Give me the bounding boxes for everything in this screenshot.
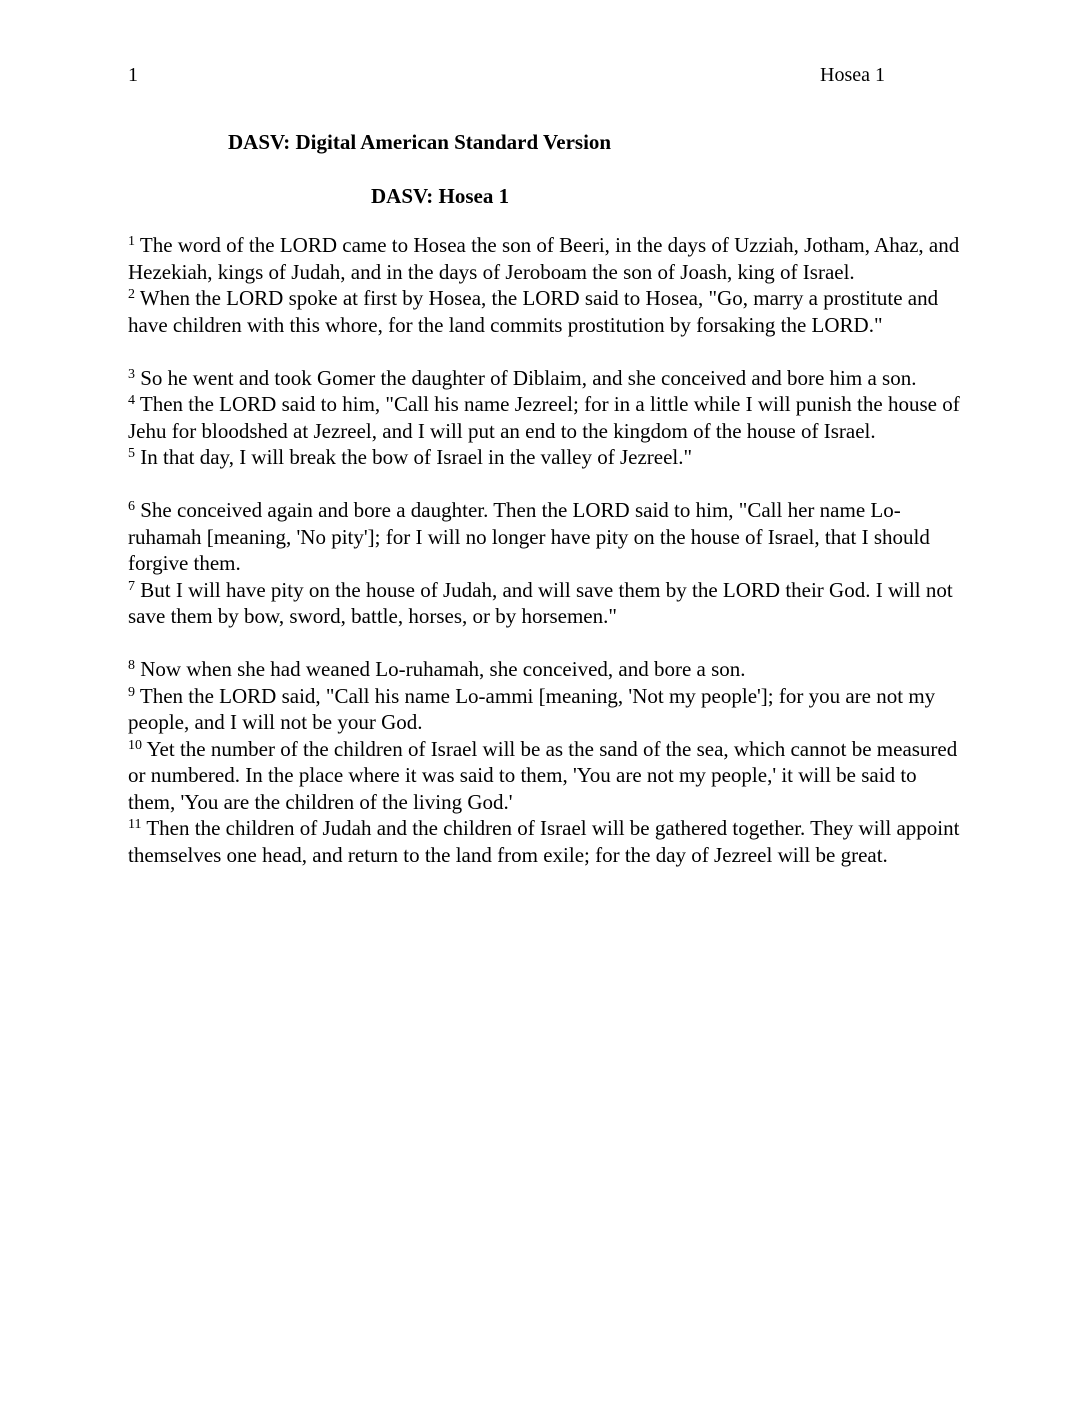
verse-text: The word of the LORD came to Hosea the son of Beeri, in the days of Uzziah, Jotham, Ahaz, and Hezekiah, kings of Judah, and in the days of Jeroboam the son of Joash, king of Israel. (128, 233, 960, 284)
verse-text: Yet the number of the children of Israel will be as the sand of the sea, which cannot be measured or numbered. In the place where it was said to them, 'You are not my people,' it will be said to them, 'You are the children of the living God.' (128, 736, 958, 814)
verse-number: 10 (128, 737, 142, 753)
verse-text: But I will have pity on the house of Judah, and will save them by the LORD their God. I will not save them by bow, sword, battle, horses, or by horsemen." (128, 577, 953, 628)
verse-number: 1 (128, 234, 135, 249)
verse-text: Now when she had weaned Lo-ruhamah, she conceived, and bore a son. (135, 657, 746, 681)
running-header: Hosea 1 (820, 64, 885, 86)
verse-number: 6 (128, 499, 135, 514)
chapter-title: DASV: Hosea 1 (371, 184, 510, 208)
verse-text: Then the LORD said to him, "Call his name Jezreel; for in a little while I will punish the house of Jehu for bloodshed at Jezreel, and I will put an end to the kingdom of the house of Israel. (128, 392, 960, 443)
chapter-body (128, 232, 968, 868)
verse-7 (128, 577, 968, 630)
verse-number: 3 (128, 366, 135, 382)
verse-text: When the LORD spoke at first by Hosea, the LORD said to Hosea, "Go, marry a prostitute and have children with this whore, for the land commits prostitution by forsaking the LORD." (128, 286, 939, 337)
verse-4 (128, 391, 968, 444)
verse-text: In that day, I will break the bow of Israel in the valley of Jezreel." (135, 445, 693, 469)
verse-text: Then the children of Judah and the children of Israel will be gathered together. They will appoint themselves one head, and return to the land from exile; for the day of Jezreel will be great. (128, 816, 960, 867)
verse-6 (128, 497, 968, 577)
verse-number: 2 (128, 287, 135, 302)
verse-number: 5 (128, 446, 135, 461)
verse-9 (128, 683, 968, 736)
verse-8 (128, 656, 968, 683)
verse-10 (128, 736, 968, 816)
verse-number: 4 (128, 393, 135, 408)
document-title: DASV: Digital American Standard Version (228, 130, 612, 154)
paragraph-gap (128, 630, 968, 657)
page-number: 1 (128, 64, 138, 86)
paragraph-gap (128, 471, 968, 498)
verse-text: So he went and took Gomer the daughter of Diblaim, and she conceived and bore him a son. (135, 365, 917, 390)
verse-1 (128, 232, 968, 285)
verse-number: 7 (128, 578, 135, 594)
verse-number: 8 (128, 658, 135, 673)
verse-number: 11 (128, 817, 142, 832)
verse-text: Then the LORD said, "Call his name Lo-ammi [meaning, 'Not my people']; for you are not my people, and I will not be your God. (128, 683, 936, 734)
verse-number: 9 (128, 684, 135, 700)
verse-11 (128, 815, 968, 868)
verse-5 (128, 444, 968, 471)
verse-3 (128, 365, 968, 392)
verse-text: She conceived again and bore a daughter. Then the LORD said to him, "Call her name Lo-ruhamah [meaning, 'No pity']; for I will no longer have pity on the house of Israel, that I should forgive them. (128, 498, 930, 575)
verse-2 (128, 285, 968, 338)
paragraph-gap (128, 338, 968, 365)
